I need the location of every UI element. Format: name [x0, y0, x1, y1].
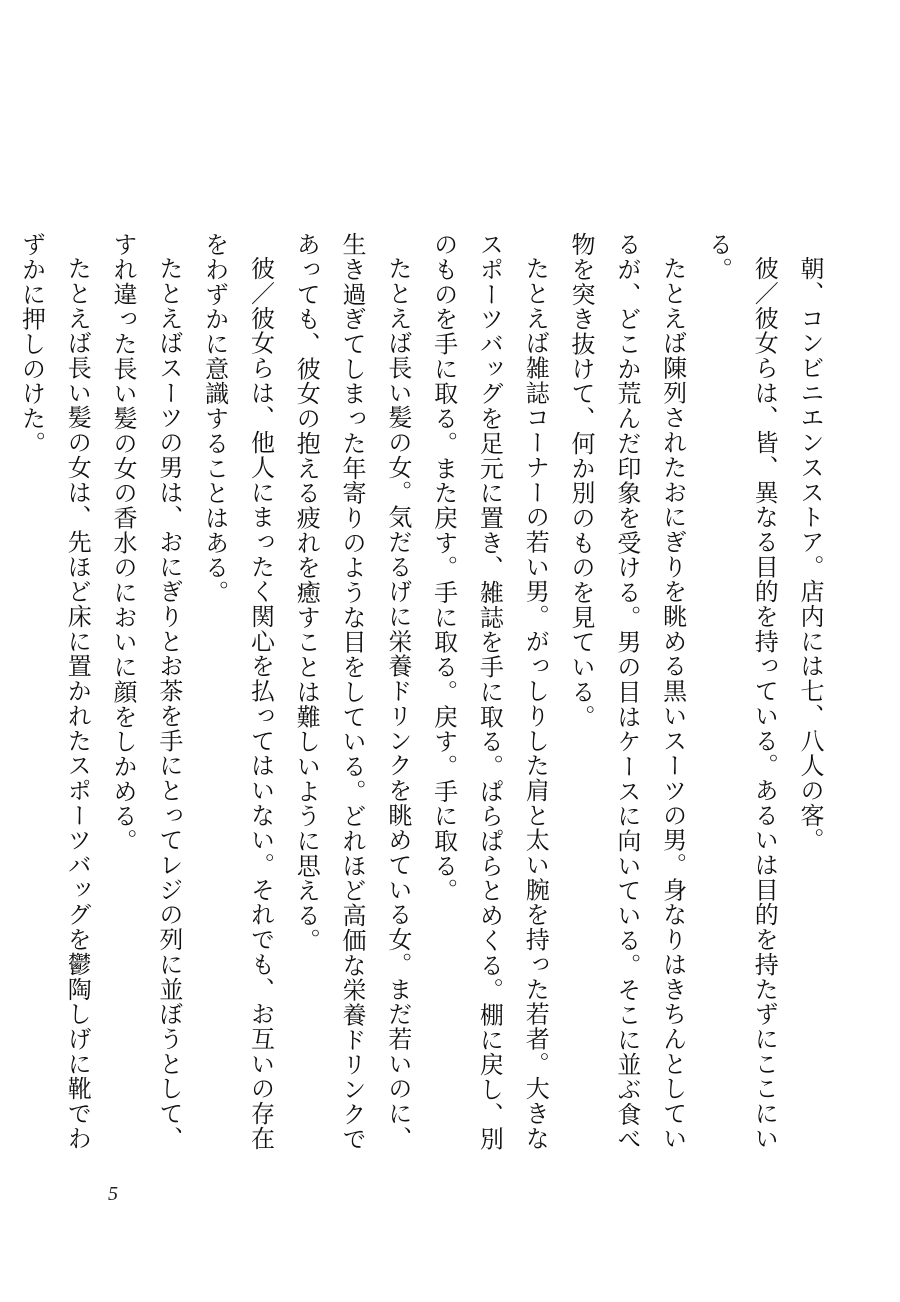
paragraph-4: たとえば雑誌コーナーの若い男。がっしりした肩と太い腕を持った若者。大きなスポーツバッグを足元に置き、雑誌を手に取る。ぱらぱらとめくる。棚に戻し、別のものを手に取る。また戻す。手に取る。戻す。手に取る。 [429, 232, 550, 1152]
paragraph-7: たとえばスーツの男は、おにぎりとお茶を手にとってレジの列に並ぼうとして、すれ違った長い髪の女の香水のにおいに顔をしかめる。 [109, 232, 183, 1151]
paragraph-1: 朝、コンビニエンスストア。店内には七、八人の客。 [796, 256, 824, 853]
paragraph-5: たとえば長い髪の女。気だるげに栄養ドリンクを眺めている女。まだ若いのに、生き過ぎてしまった年寄りのような目をしている。どれほど高価な栄養ドリンクであっても、彼女の抱える疲れを癒すことは難しいように思える。 [292, 232, 412, 1152]
paragraph-6: 彼／彼女らは、他人にまったく関心を払ってはいない。それでも、お互いの存在をわずかに意識することはある。 [200, 232, 275, 1151]
paragraph-2: 彼／彼女らは、皆、異なる目的を持っている。あるいは目的を持たずにここにいる。 [704, 232, 779, 1151]
paragraph-8: たとえば長い髪の女は、先ほど床に置かれたスポーツバッグを鬱陶しげに靴でわずかに押しのけた。 [17, 232, 92, 1151]
paragraph-9 [0, 232, 8, 1152]
page-number: 5 [108, 1183, 118, 1205]
paragraph-3: たとえば陳列されたおにぎりを眺める黒いスーツの男。身なりはきちんとしているが、どこか荒んだ印象を受ける。男の目はケースに向いている。そこに並ぶ食べ物を突き抜けて、何か別のものを見ている。 [567, 232, 687, 1152]
vertical-text-body [17, 232, 832, 1152]
